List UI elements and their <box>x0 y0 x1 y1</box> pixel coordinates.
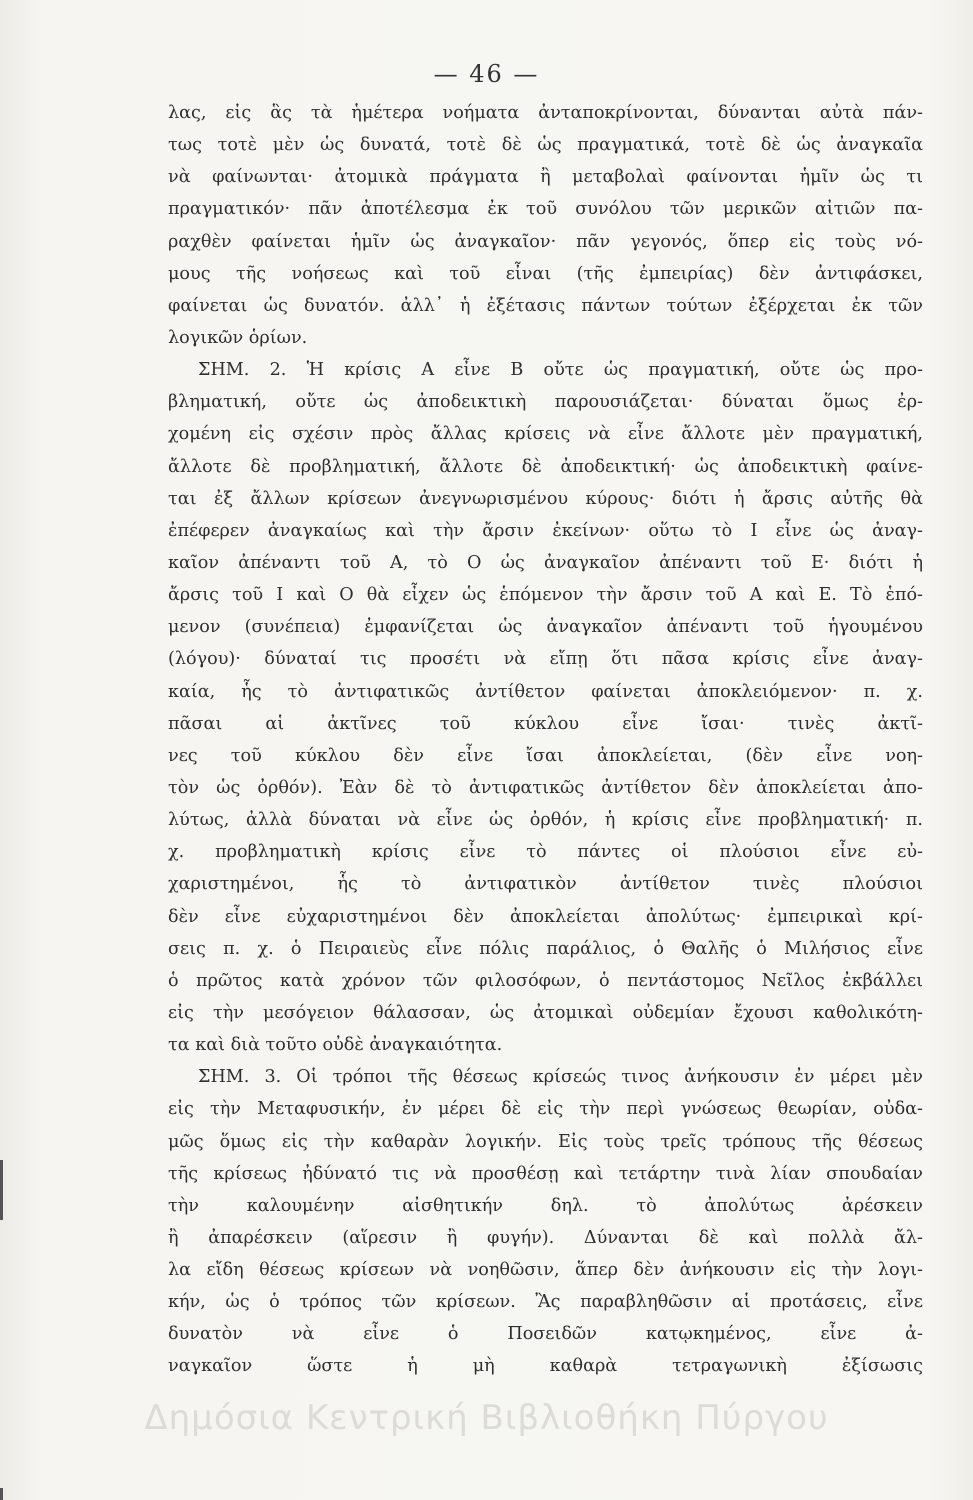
text-line: ΣΗΜ. 3. Οἱ τρόποι τῆς θέσεως κρίσεώς τινος ἀνήκουσιν ἐν μέρει μὲν <box>198 1067 923 1088</box>
text-line: νὰ φαίνωνται· ἀτομικὰ πράγματα ἢ μεταβολαὶ φαίνονται ἡμῖν ὡς τι <box>168 167 923 188</box>
scan-edge-mark <box>0 1488 3 1500</box>
text-line: δυνατὸν νὰ εἶνε ὁ Ποσειδῶν κατῳκημένος, εἶνε ἀ- <box>168 1324 923 1345</box>
text-line: καῖον ἀπέναντι τοῦ Α, τὸ Ο ὡς ἀναγκαῖον ἀπέναντι τοῦ Ε· διότι ἡ <box>168 552 923 573</box>
text-line: ἄλλοτε δὲ προβληματική, ἄλλοτε δὲ ἀποδεικτική· ὡς ἀποδεικτικὴ φαίνε- <box>168 456 923 477</box>
text-line: νες τοῦ κύκλου δὲν εἶνε ἴσαι ἀποκλείεται, (δὲν εἶνε νοη- <box>168 745 923 766</box>
library-watermark: Δημόσια Κεντρική Βιβλιοθήκη Πύργου <box>144 1398 829 1438</box>
text-line: ἢ ἀπαρέσκειν (αἵρεσιν ἢ φυγήν). Δύνανται δὲ καὶ πολλὰ ἄλ- <box>168 1227 923 1248</box>
body-text <box>168 97 923 1383</box>
text-line: τα καὶ διὰ τοῦτο οὐδὲ ἀναγκαιότητα. <box>168 1035 503 1056</box>
text-line: ἄρσις τοῦ Ι καὶ Ο θὰ εἶχεν ὡς ἑπόμενον τὴν ἄρσιν τοῦ Α καὶ Ε. Τὸ ἑπό- <box>168 585 923 606</box>
text-line: κήν, ὡς ὁ τρόπος τῶν κρίσεων. Ἂς παραβληθῶσιν αἱ προτάσεις, εἶνε <box>168 1292 923 1313</box>
scan-edge-mark <box>0 1160 3 1220</box>
text-line: χ. προβληματικὴ κρίσις εἶνε τὸ πάντες οἱ πλούσιοι εἶνε εὐ- <box>168 842 923 863</box>
text-line: λα εἴδη θέσεως κρίσεων νὰ νοηθῶσιν, ἅπερ δὲν ἀνήκουσιν εἰς τὴν λογι- <box>168 1260 923 1281</box>
text-line: σεις π. χ. ὁ Πειραιεὺς εἶνε πόλις παράλιος, ὁ Θαλῆς ὁ Μιλήσιος εἶνε <box>168 938 923 959</box>
text-line: τως τοτὲ μὲν ὡς δυνατά, τοτὲ δὲ ὡς πραγματικά, τοτὲ δὲ ὡς ἀναγκαῖα <box>168 135 923 156</box>
text-line: εἰς τὴν μεσόγειον θάλασσαν, ὡς ἀτομικαὶ οὐδεμίαν ἔχουσι καθολικότη- <box>168 1002 923 1023</box>
text-line: πᾶσαι αἱ ἀκτῖνες τοῦ κύκλου εἶνε ἴσαι· τινὲς ἀκτῖ- <box>168 713 923 734</box>
text-line: ὁ πρῶτος κατὰ χρόνον τῶν φιλοσόφων, ὁ πεντάστομος Νεῖλος ἐκβάλλει <box>168 970 923 991</box>
text-line: λογικῶν ὁρίων. <box>168 327 308 348</box>
text-line: ται ἐξ ἄλλων κρίσεων ἀνεγνωρισμένου κύρους· διότι ἡ ἄρσις αὐτῆς θὰ <box>168 488 923 509</box>
text-line: τῆς κρίσεως ἠδύνατό τις νὰ προσθέσῃ καὶ τετάρτην τινὰ λίαν σπουδαίαν <box>168 1163 923 1184</box>
text-line: μους τῆς νοήσεως καὶ τοῦ εἶναι (τῆς ἐμπειρίας) δὲν ἀντιφάσκει, <box>168 263 923 284</box>
text-line: ἐπέφερεν ἀναγκαίως καὶ τὴν ἄρσιν ἐκείνων· οὕτω τὸ Ι εἶνε ὡς ἀναγ- <box>168 520 923 541</box>
text-line: φαίνεται ὡς δυνατόν. ἀλλ᾽ ἡ ἐξέτασις πάντων τούτων ἐξέρχεται ἐκ τῶν <box>168 295 923 316</box>
text-line: μενον (συνέπεια) ἐμφανίζεται ὡς ἀναγκαῖον ἀπέναντι τοῦ ἡγουμένου <box>168 617 923 638</box>
text-line: βληματική, οὔτε ὡς ἀποδεικτικὴ παρουσιάζεται· δύναται ὅμως ἐρ- <box>168 392 923 413</box>
text-line: ραχθὲν φαίνεται ἡμῖν ὡς ἀναγκαῖον· πᾶν γεγονός, ὅπερ εἰς τοὺς νό- <box>168 231 923 252</box>
text-line: δὲν εἶνε εὐχαριστημένοι δὲν ἀποκλείεται ἀπολύτως· ἐμπειρικαὶ κρί- <box>168 906 923 927</box>
text-line: λύτως, ἀλλὰ δύναται νὰ εἶνε ὡς ὀρθόν, ἡ κρίσις εἶνε προβληματική· π. <box>168 810 923 831</box>
text-line: χαριστημένοι, ἧς τὸ ἀντιφατικὸν ἀντίθετον τινὲς πλούσιοι <box>168 874 923 895</box>
text-line: μῶς ὅμως εἰς τὴν καθαρὰν λογικήν. Εἰς τοὺς τρεῖς τρόπους τῆς θέσεως <box>168 1131 923 1152</box>
text-line: χομένη εἰς σχέσιν πρὸς ἄλλας κρίσεις νὰ εἶνε ἄλλοτε μὲν πραγματική, <box>168 424 923 445</box>
text-line: τὴν καλουμένην αἰσθητικήν δηλ. τὸ ἀπολύτως ἀρέσκειν <box>168 1195 923 1216</box>
text-line: λας, εἰς ἃς τὰ ἡμέτερα νοήματα ἀνταποκρίνονται, δύνανται αὐτὰ πάν- <box>168 103 923 123</box>
text-line: (λόγου)· δύναταί τις προσέτι νὰ εἴπῃ ὅτι πᾶσα κρίσις εἶνε ἀναγ- <box>168 649 923 670</box>
text-line: καία, ἧς τὸ ἀντιφατικῶς ἀντίθετον φαίνεται ἀποκλειόμενον· π. χ. <box>168 681 923 702</box>
text-line: πραγματικόν· πᾶν ἀποτέλεσμα ἐκ τοῦ συνόλου τῶν μερικῶν αἰτιῶν πα- <box>168 199 923 220</box>
page-number: — 46 — <box>433 60 540 88</box>
text-line: εἰς τὴν Μεταφυσικήν, ἐν μέρει δὲ εἰς τὴν περὶ γνώσεως θεωρίαν, οὐδα- <box>168 1099 923 1120</box>
text-line: ΣΗΜ. 2. Ἡ κρίσις Α εἶνε Β οὔτε ὡς πραγματική, οὔτε ὡς προ- <box>198 360 923 381</box>
text-line: τὸν ὡς ὀρθόν). Ἐὰν δὲ τὸ ἀντιφατικῶς ἀντίθετον δὲν ἀποκλείεται ἀπο- <box>168 777 923 798</box>
text-line: ναγκαῖον ὥστε ἡ μὴ καθαρὰ τετραγωνικὴ ἐξίσωσις <box>168 1356 923 1377</box>
